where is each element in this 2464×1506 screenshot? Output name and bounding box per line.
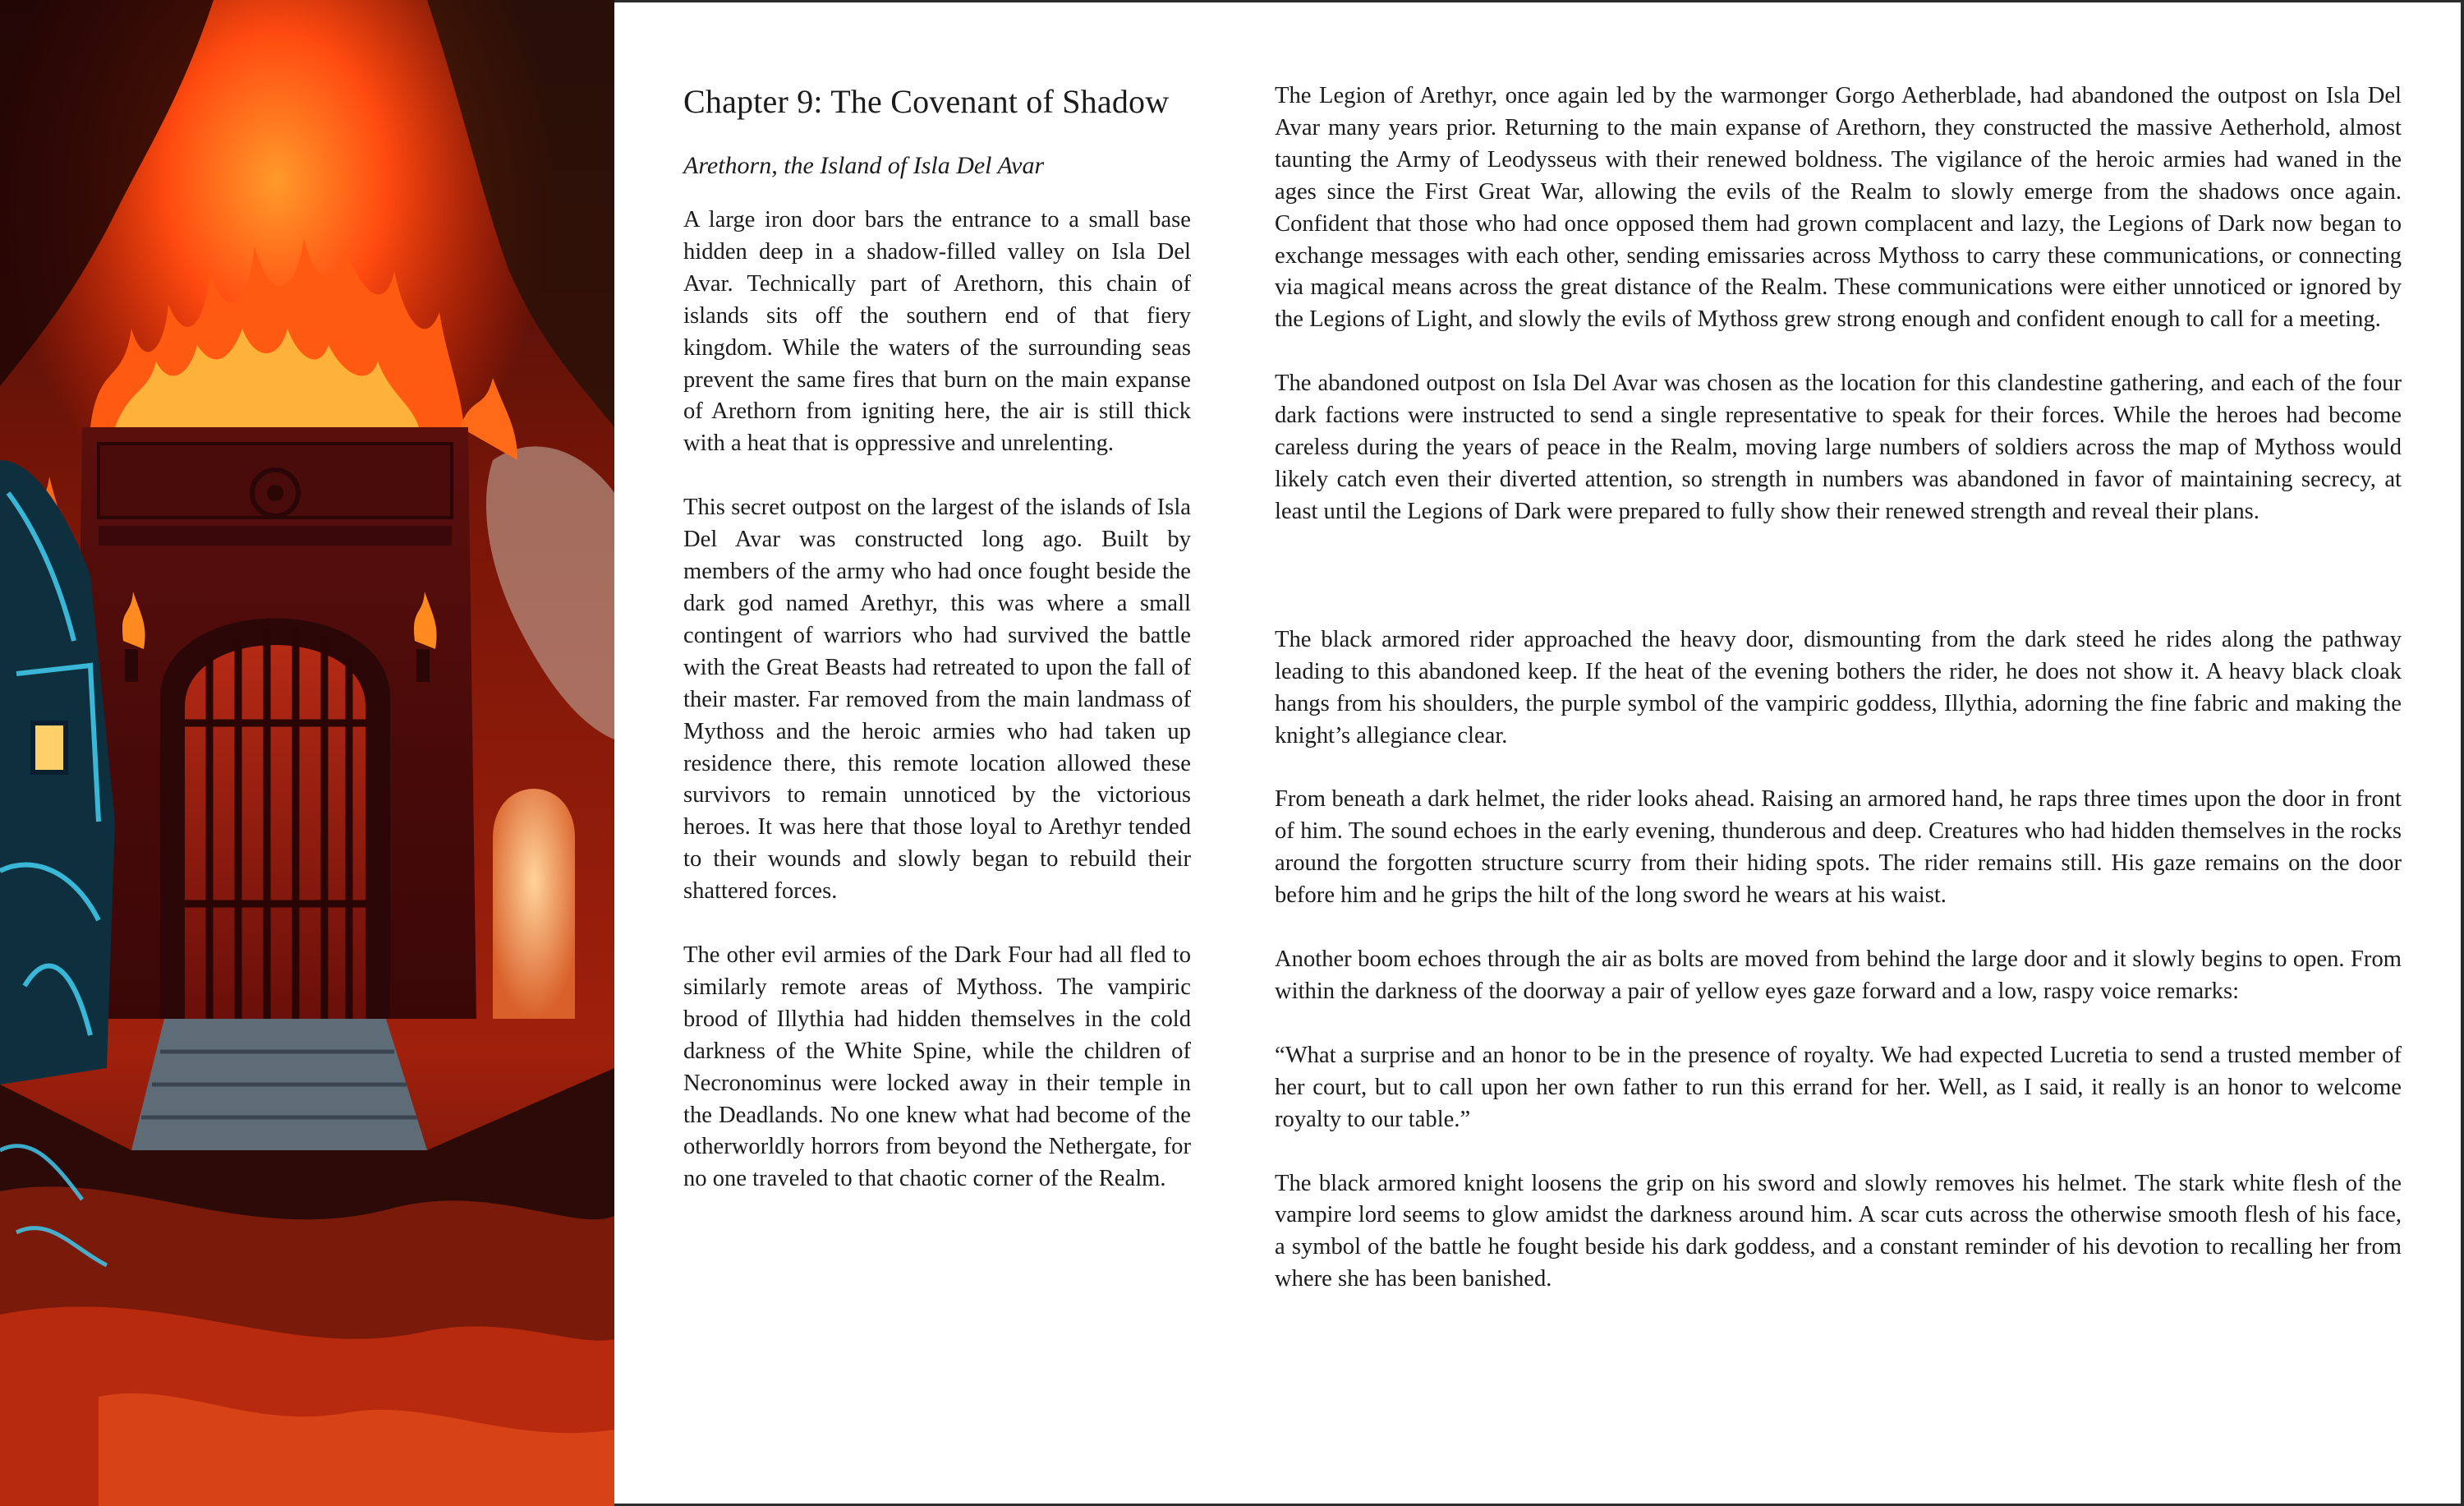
left-text-column xyxy=(683,82,1191,1195)
paragraph: From beneath a dark helmet, the rider looks ahead. Raising an armored hand, he raps three times upon the door in front of him. The sound echoes in the early evening, thunderous and deep. Creatures who had hidden themselves in the rocks around the forgotten structure scurry from their hiding spots. The rider remains still. His gaze remains on the door before him and he grips the hilt of the long sword he wears at his waist. xyxy=(1275,786,2402,909)
paragraph: The abandoned outpost on Isla Del Avar was chosen as the location for this clandestine gathering, and each of the four dark factions were instructed to send a single representative to speak for their forces. While the heroes had become careless during the years of peace in the Realm, moving large numbers of soldiers across the map of Mythoss would likely catch even their diverted attention, so strength in numbers was abandoned in favor of maintaining secrecy, at least until the Legions of Dark were prepared to fully show their renewed strength and reveal their plans. xyxy=(1275,371,2402,524)
fortress-gate-illustration xyxy=(0,0,614,1506)
paragraph: The black armored knight loosens the grip on his sword and slowly removes his helmet. The stark white flesh of the vampire lord seems to glow amidst the darkness around him. A scar cuts across the otherwise smooth flesh of his face, a symbol of the battle he fought beside his dark goddess, and a constant reminder of his devotion to recalling her from where she has been banished. xyxy=(1275,1170,2402,1292)
paragraph: The other evil armies of the Dark Four had all fled to similarly remote areas of Mythoss. The vampiric brood of Illythia had hidden themselves in the cold darkness of the White Spine, while the children of Necronominus were locked away in their temple in the Deadlands. No one knew what had become of the otherworldly horrors from beyond the Nethergate, for no one traveled to that chaotic corner of the Realm. xyxy=(683,942,1191,1192)
chapter-illustration xyxy=(0,0,614,1506)
dialogue-paragraph: “What a surprise and an honor to be in the presence of royalty. We had expected Lucretia to send a trusted member of her court, but to call upon her own father to run this errand for her. Well, as I said, it really is an honor to welcome royalty to our table.” xyxy=(1275,1042,2402,1132)
chapter-title: Chapter 9: The Covenant of Shadow xyxy=(683,83,1170,120)
paragraph: The Legion of Arethyr, once again led by the warmonger Gorgo Aetherblade, had abandoned the outpost on Isla Del Avar many years prior. Returning to the main expanse of Arethorn, they constructed the massive Aetherhold, almost taunting the Army of Leodysseus with their renewed boldness. The vigilance of the heroic armies had waned in the ages since the First Great War, allowing the evils of the Realm to slowly emerge from the shadows once again. Confident that those who had once opposed them had grown complacent and lazy, the Legions of Dark now began to exchange messages with each other, sending emissaries across Mythoss to carry these communications, or connecting via magical means across the great distance of the Realm. These communications were either unnoticed or ignored by the Legions of Light, and slowly the evils of Mythoss grew strong enough and confident enough to call for a meeting. xyxy=(1275,83,2402,333)
paragraph: Another boom echoes through the air as bolts are moved from behind the large door and it slowly begins to open. From within the darkness of the doorway a pair of yellow eyes gaze forward and a low, raspy voice remarks: xyxy=(1275,946,2402,1004)
location-subtitle: Arethorn, the Island of Isla Del Avar xyxy=(683,152,1045,179)
paragraph: This secret outpost on the largest of the islands of Isla Del Avar was constructed long ago. Built by members of the army who had once fought beside the dark god named Arethyr, this was where a small contingent of warriors who had survived the battle with the Great Beasts had retreated to upon the fall of their master. Far removed from the main landmass of Mythoss and the heroic armies who had taken up residence there, this remote location allowed these survivors to remain unnoticed by the victorious heroes. It was here that those loyal to Arethyr tended to their wounds and slowly began to rebuild their shattered forces. xyxy=(683,495,1191,905)
paragraph: A large iron door bars the entrance to a small base hidden deep in a shadow-filled valley on Isla Del Avar. Technically part of Arethorn, this chain of islands sits off the southern end of that fiery kingdom. While the waters of the surrounding seas prevent the same fires that burn on the main expanse of Arethorn from igniting here, the air is still thick with a heat that is oppressive and unrelenting. xyxy=(683,207,1191,457)
paragraph: The black armored rider approached the heavy door, dismounting from the dark steed he rides along the pathway leading to this abandoned keep. If the heat of the evening bothers the rider, he does not show it. A heavy black cloak hangs from his shoulders, the purple symbol of the vampiric goddess, Illythia, adorning the fine fabric and making the knight’s allegiance clear. xyxy=(1275,626,2402,748)
right-text-column xyxy=(1275,81,2402,1296)
